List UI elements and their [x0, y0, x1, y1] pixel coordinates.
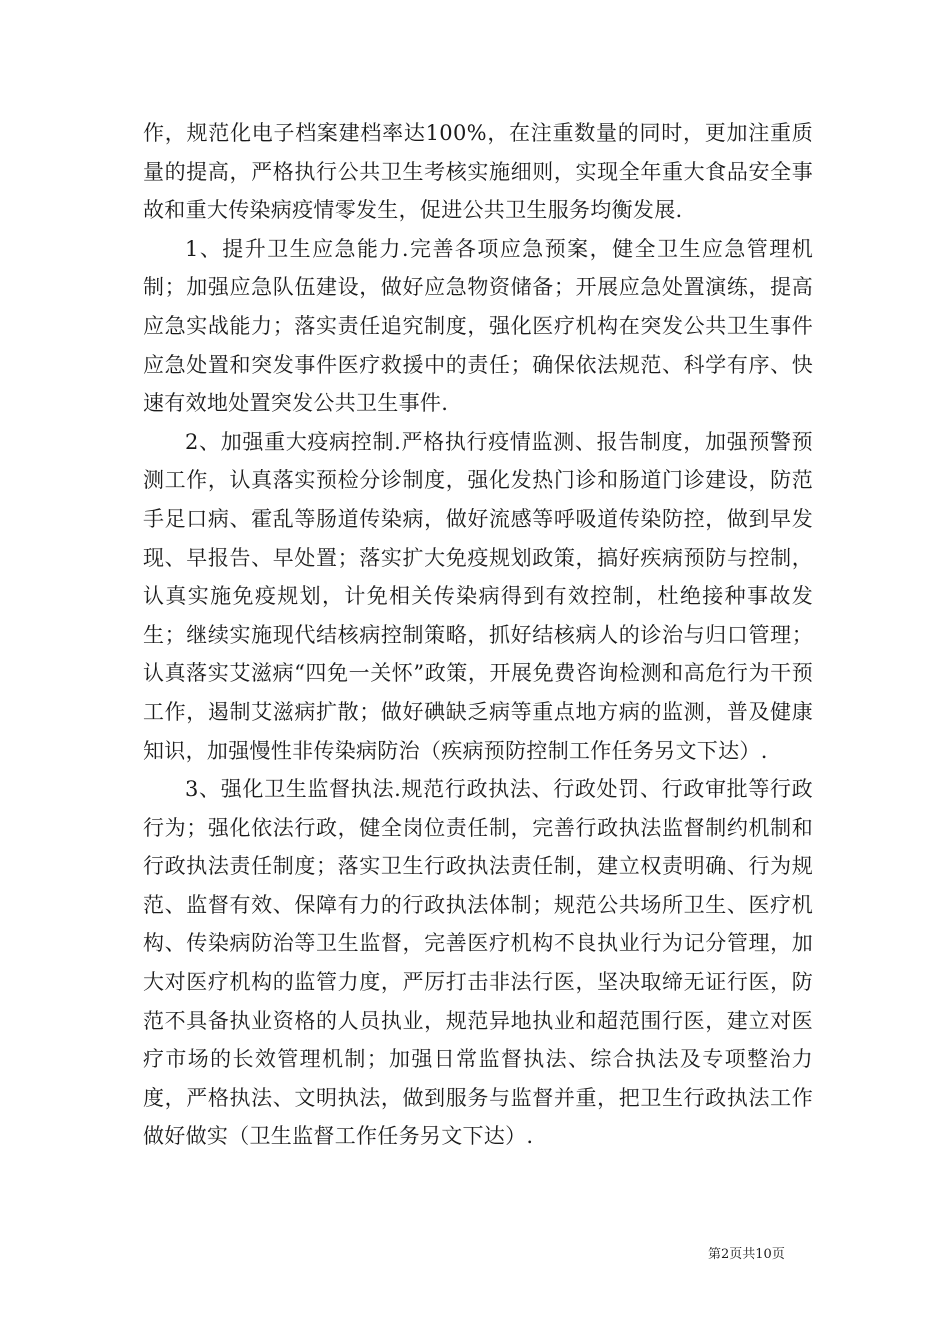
paragraph-disease-control: 2、加强重大疫病控制.严格执行疫情监测、报告制度，加强预警预测工作，认真落实预检分诊制度，强化发热门诊和肠道门诊建设，防范手足口病、霍乱等肠道传染病，做好流感等呼吸道传染防控，做到早发现、早报告、早处置；落实扩大免疫规划政策，搞好疾病预防与控制，认真实施免疫规划，计免相关传染病得到有效控制，杜绝接种事故发生；继续实施现代结核病控制策略，抓好结核病人的诊治与归口管理；认真落实艾滋病“四免一关怀”政策，开展免费咨询检测和高危行为干预工作，遏制艾滋病扩散；做好碘缺乏病等重点地方病的监测，普及健康知识，加强慢性非传染病防治（疾病预防控制工作任务另文下达）.: [143, 429, 813, 763]
paragraph-emergency-capacity: 1、提升卫生应急能力.完善各项应急预案，健全卫生应急管理机制；加强应急队伍建设，做好应急物资储备；开展应急处置演练，提高应急实战能力；落实责任追究制度，强化医疗机构在突发公共卫生事件应急处置和突发事件医疗救援中的责任；确保依法规范、科学有序、快速有效地处置突发公共卫生事件.: [143, 236, 813, 416]
document-body: [143, 114, 813, 1156]
page-number-footer: 第2页共10页: [708, 1247, 785, 1262]
paragraph-continuation: 作，规范化电子档案建档率达100%，在注重数量的同时，更加注重质量的提高，严格执行公共卫生考核实施细则，实现全年重大食品安全事故和重大传染病疫情零发生，促进公共卫生服务均衡发展.: [143, 121, 813, 223]
paragraph-health-supervision: 3、强化卫生监督执法.规范行政执法、行政处罚、行政审批等行政行为；强化依法行政，健全岗位责任制，完善行政执法监督制约机制和行政执法责任制度；落实卫生行政执法责任制，建立权责明确、行为规范、监督有效、保障有力的行政执法体制；规范公共场所卫生、医疗机构、传染病防治等卫生监督，完善医疗机构不良执业行为记分管理，加大对医疗机构的监管力度，严厉打击非法行医，坚决取缔无证行医，防范不具备执业资格的人员执业，规范异地执业和超范围行医，建立对医疗市场的长效管理机制；加强日常监督执法、综合执法及专项整治力度，严格执法、文明执法，做到服务与监督并重，把卫生行政执法工作做好做实（卫生监督工作任务另文下达）.: [143, 777, 813, 1149]
